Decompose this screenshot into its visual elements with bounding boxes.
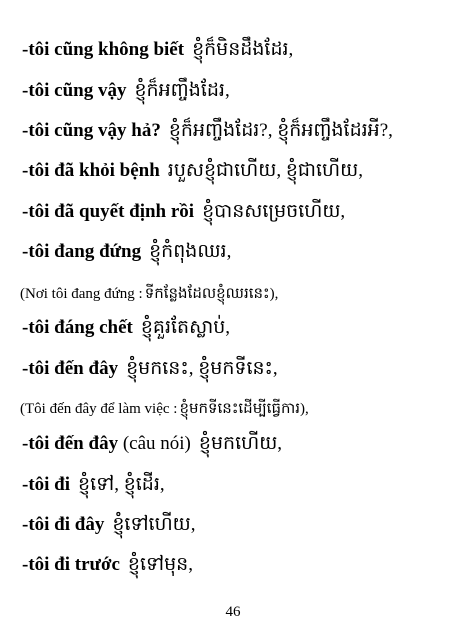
- vietnamese-phrase: -tôi cũng không biết: [22, 39, 185, 60]
- example-khmer: ខ្ញុំមកទីនេះដើម្បីធ្វើការ),: [179, 401, 309, 417]
- entry-row: [22, 240, 458, 264]
- vietnamese-phrase: -tôi đi: [22, 474, 71, 495]
- vietnamese-phrase: -tôi cũng vậy hả?: [22, 120, 161, 141]
- khmer-translation: ខ្ញុំមកនេះ, ខ្ញុំមកទីនេះ,: [126, 358, 278, 379]
- entry-row: [22, 38, 458, 62]
- khmer-translation: ខ្ញុំគួរតែស្លាប់,: [140, 317, 231, 338]
- vietnamese-phrase: -tôi đáng chết: [22, 317, 133, 338]
- entry-row: [22, 159, 458, 183]
- vietnamese-phrase: -tôi đến đây: [22, 358, 119, 379]
- example-vietnamese: (Nơi tôi đang đứng :: [20, 286, 143, 302]
- entry-row: [22, 316, 458, 340]
- entry-row: [22, 473, 458, 497]
- khmer-translation: ខ្ញុំទៅមុន,: [127, 554, 193, 575]
- entry-row: [22, 79, 458, 103]
- vietnamese-phrase: -tôi đi đây: [22, 514, 105, 535]
- vietnamese-phrase: -tôi đã quyết định rồi: [22, 201, 195, 222]
- usage-note: (câu nói): [122, 433, 191, 454]
- example-note: [20, 282, 458, 306]
- khmer-translation: ខ្ញុំកំពុងឈរ,: [149, 241, 232, 262]
- khmer-translation: ខ្ញុំទៅ, ខ្ញុំដើរ,: [78, 474, 165, 495]
- khmer-translation: ខ្ញុំបានសម្រេចហើយ,: [202, 201, 346, 222]
- vietnamese-phrase: -tôi đi trước: [22, 554, 120, 575]
- vietnamese-phrase: -tôi đã khỏi bệnh: [22, 160, 160, 181]
- page-number: 46: [225, 604, 241, 620]
- khmer-translation: ខ្ញុំមកហើយ,: [198, 433, 283, 454]
- example-khmer: ទីកន្លែងដែលខ្ញុំឈរនេះ),: [144, 286, 279, 302]
- entry-row: [22, 200, 458, 224]
- khmer-translation: របួសខ្ញុំជាហើយ, ខ្ញុំជាហើយ,: [167, 160, 363, 181]
- khmer-translation: ខ្ញុំក៏មិនដឹងដែរ,: [192, 39, 294, 60]
- entry-row: [22, 513, 458, 537]
- entry-row: [22, 553, 458, 577]
- khmer-translation: ខ្ញុំទៅហើយ,: [112, 514, 196, 535]
- entry-row: [22, 357, 458, 381]
- example-note: [20, 397, 458, 421]
- example-vietnamese: (Tôi đến đây để làm việc :: [20, 401, 178, 417]
- entry-row: [22, 119, 458, 143]
- entry-row: [22, 432, 458, 456]
- vietnamese-phrase: -tôi đang đứng: [22, 241, 142, 262]
- khmer-translation: ខ្ញុំក៏អញ្ចឹងដែរ,: [134, 80, 230, 101]
- vietnamese-phrase: -tôi cũng vậy: [22, 80, 127, 101]
- vietnamese-phrase: -tôi đến đây: [22, 433, 119, 454]
- khmer-translation: ខ្ញុំក៏អញ្ចឹងដែរ?, ខ្ញុំក៏អញ្ចឹងដែរអី?,: [168, 120, 393, 141]
